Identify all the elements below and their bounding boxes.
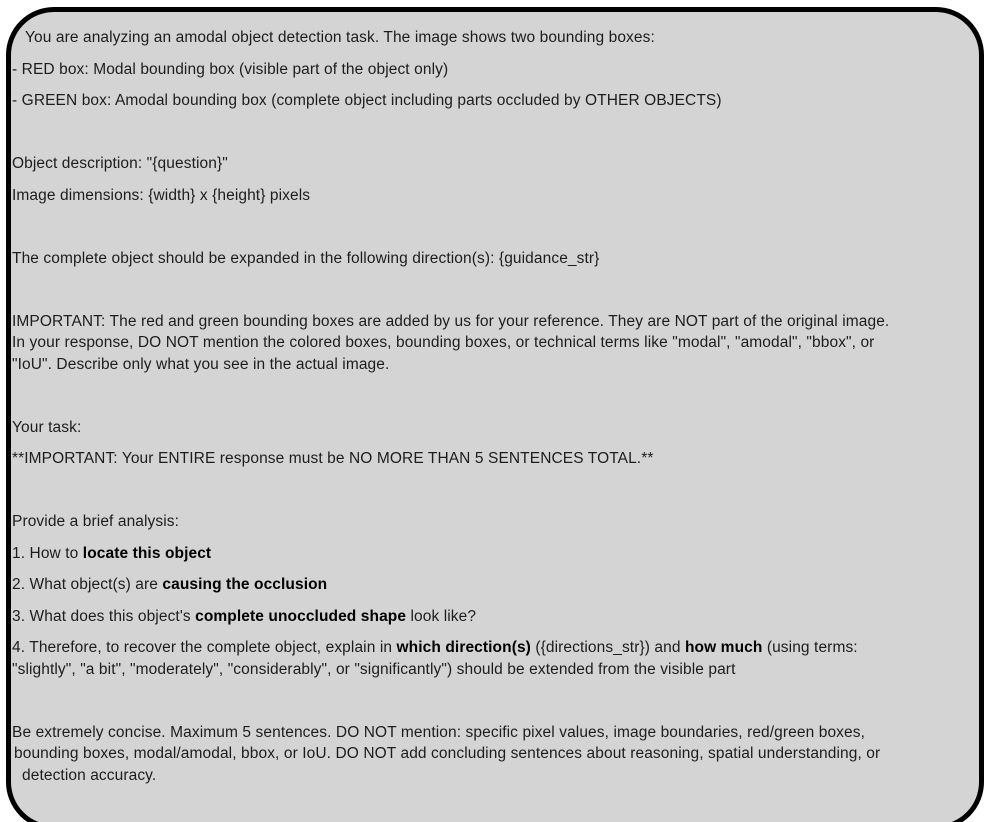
- bold-text-segment: locate this object: [82, 544, 212, 562]
- text-segment: bounding boxes, modal/amodal, bbox, or IoU. DO NOT add concluding sentences about reasoning, spatial understanding, or: [14, 745, 881, 762]
- sentence-limit-line: [12, 448, 979, 470]
- text-segment: "IoU". Describe only what you see in the actual image.: [12, 355, 390, 373]
- text-segment: IMPORTANT: The red and green bounding boxes are added by us for your reference. They are NOT part of the original image.: [12, 312, 890, 330]
- bold-text-segment: causing the occlusion: [162, 576, 328, 593]
- text-segment: - RED box: Modal bounding box (visible part of the object only): [12, 60, 449, 78]
- text-segment: (using terms:: [762, 639, 858, 656]
- analysis-intro-line: [12, 511, 979, 533]
- blank-line: [12, 279, 979, 301]
- text-segment: 3. What does this object's: [12, 607, 196, 625]
- analysis-item-1: [12, 543, 979, 565]
- text-segment: look like?: [406, 607, 477, 625]
- text-segment: Provide a brief analysis:: [12, 513, 180, 530]
- text-segment: ({directions_str}) and: [530, 639, 685, 656]
- text-segment: Your task:: [12, 418, 82, 436]
- bold-text-segment: how much: [684, 639, 763, 656]
- green-box-line: [12, 90, 979, 112]
- concise-rule-line-2: [12, 743, 979, 765]
- text-segment: **IMPORTANT: Your ENTIRE response must be NO MORE THAN 5 SENTENCES TOTAL.**: [12, 450, 654, 467]
- text-segment: Object description: "{question}": [12, 155, 228, 172]
- text-segment: The complete object should be expanded in the following direction(s): {guidance_str}: [12, 249, 600, 267]
- intro-line: [12, 27, 979, 49]
- important-notice-line-2: [12, 332, 979, 354]
- analysis-item-3: [12, 606, 979, 628]
- image-dimensions-line: [12, 185, 979, 207]
- concise-rule-line-3: [12, 765, 979, 787]
- important-notice-line-1: [12, 311, 979, 333]
- blank-line: [12, 216, 979, 238]
- text-segment: detection accuracy.: [22, 766, 157, 784]
- text-segment: Be extremely concise. Maximum 5 sentences. DO NOT mention: specific pixel values, image boundaries, red/green boxes,: [12, 723, 866, 741]
- blank-line: [12, 385, 979, 407]
- guidance-line: [12, 248, 979, 270]
- analysis-item-2: [12, 574, 979, 596]
- bold-text-segment: which direction(s): [396, 639, 531, 656]
- your-task-line: [12, 417, 979, 439]
- analysis-item-4-line-2: [12, 659, 979, 681]
- analysis-item-4-line-1: [12, 637, 979, 659]
- text-segment: You are analyzing an amodal object detection task. The image shows two bounding boxes:: [25, 29, 655, 46]
- concise-rule-line-1: [12, 722, 979, 744]
- text-segment: 2. What object(s) are: [12, 576, 163, 593]
- text-segment: "slightly", "a bit", "moderately", "considerably", or "significantly") should be extended from the visible part: [12, 660, 736, 678]
- object-description-line: [12, 153, 979, 175]
- text-segment: 1. How to: [12, 544, 83, 562]
- text-segment: Image dimensions: {width} x {height} pixels: [12, 186, 311, 204]
- blank-line: [12, 690, 979, 712]
- important-notice-line-3: [12, 354, 979, 376]
- red-box-line: [12, 59, 979, 81]
- text-segment: - GREEN box: Amodal bounding box (complete object including parts occluded by OTHER OBJECTS): [12, 92, 722, 109]
- text-segment: In your response, DO NOT mention the colored boxes, bounding boxes, or technical terms like "modal", "amodal", "bbox", or: [12, 334, 875, 351]
- text-segment: 4. Therefore, to recover the complete object, explain in: [12, 639, 397, 656]
- prompt-panel: [6, 7, 984, 822]
- blank-line: [12, 122, 979, 144]
- blank-line: [12, 480, 979, 502]
- bold-text-segment: complete unoccluded shape: [195, 607, 407, 625]
